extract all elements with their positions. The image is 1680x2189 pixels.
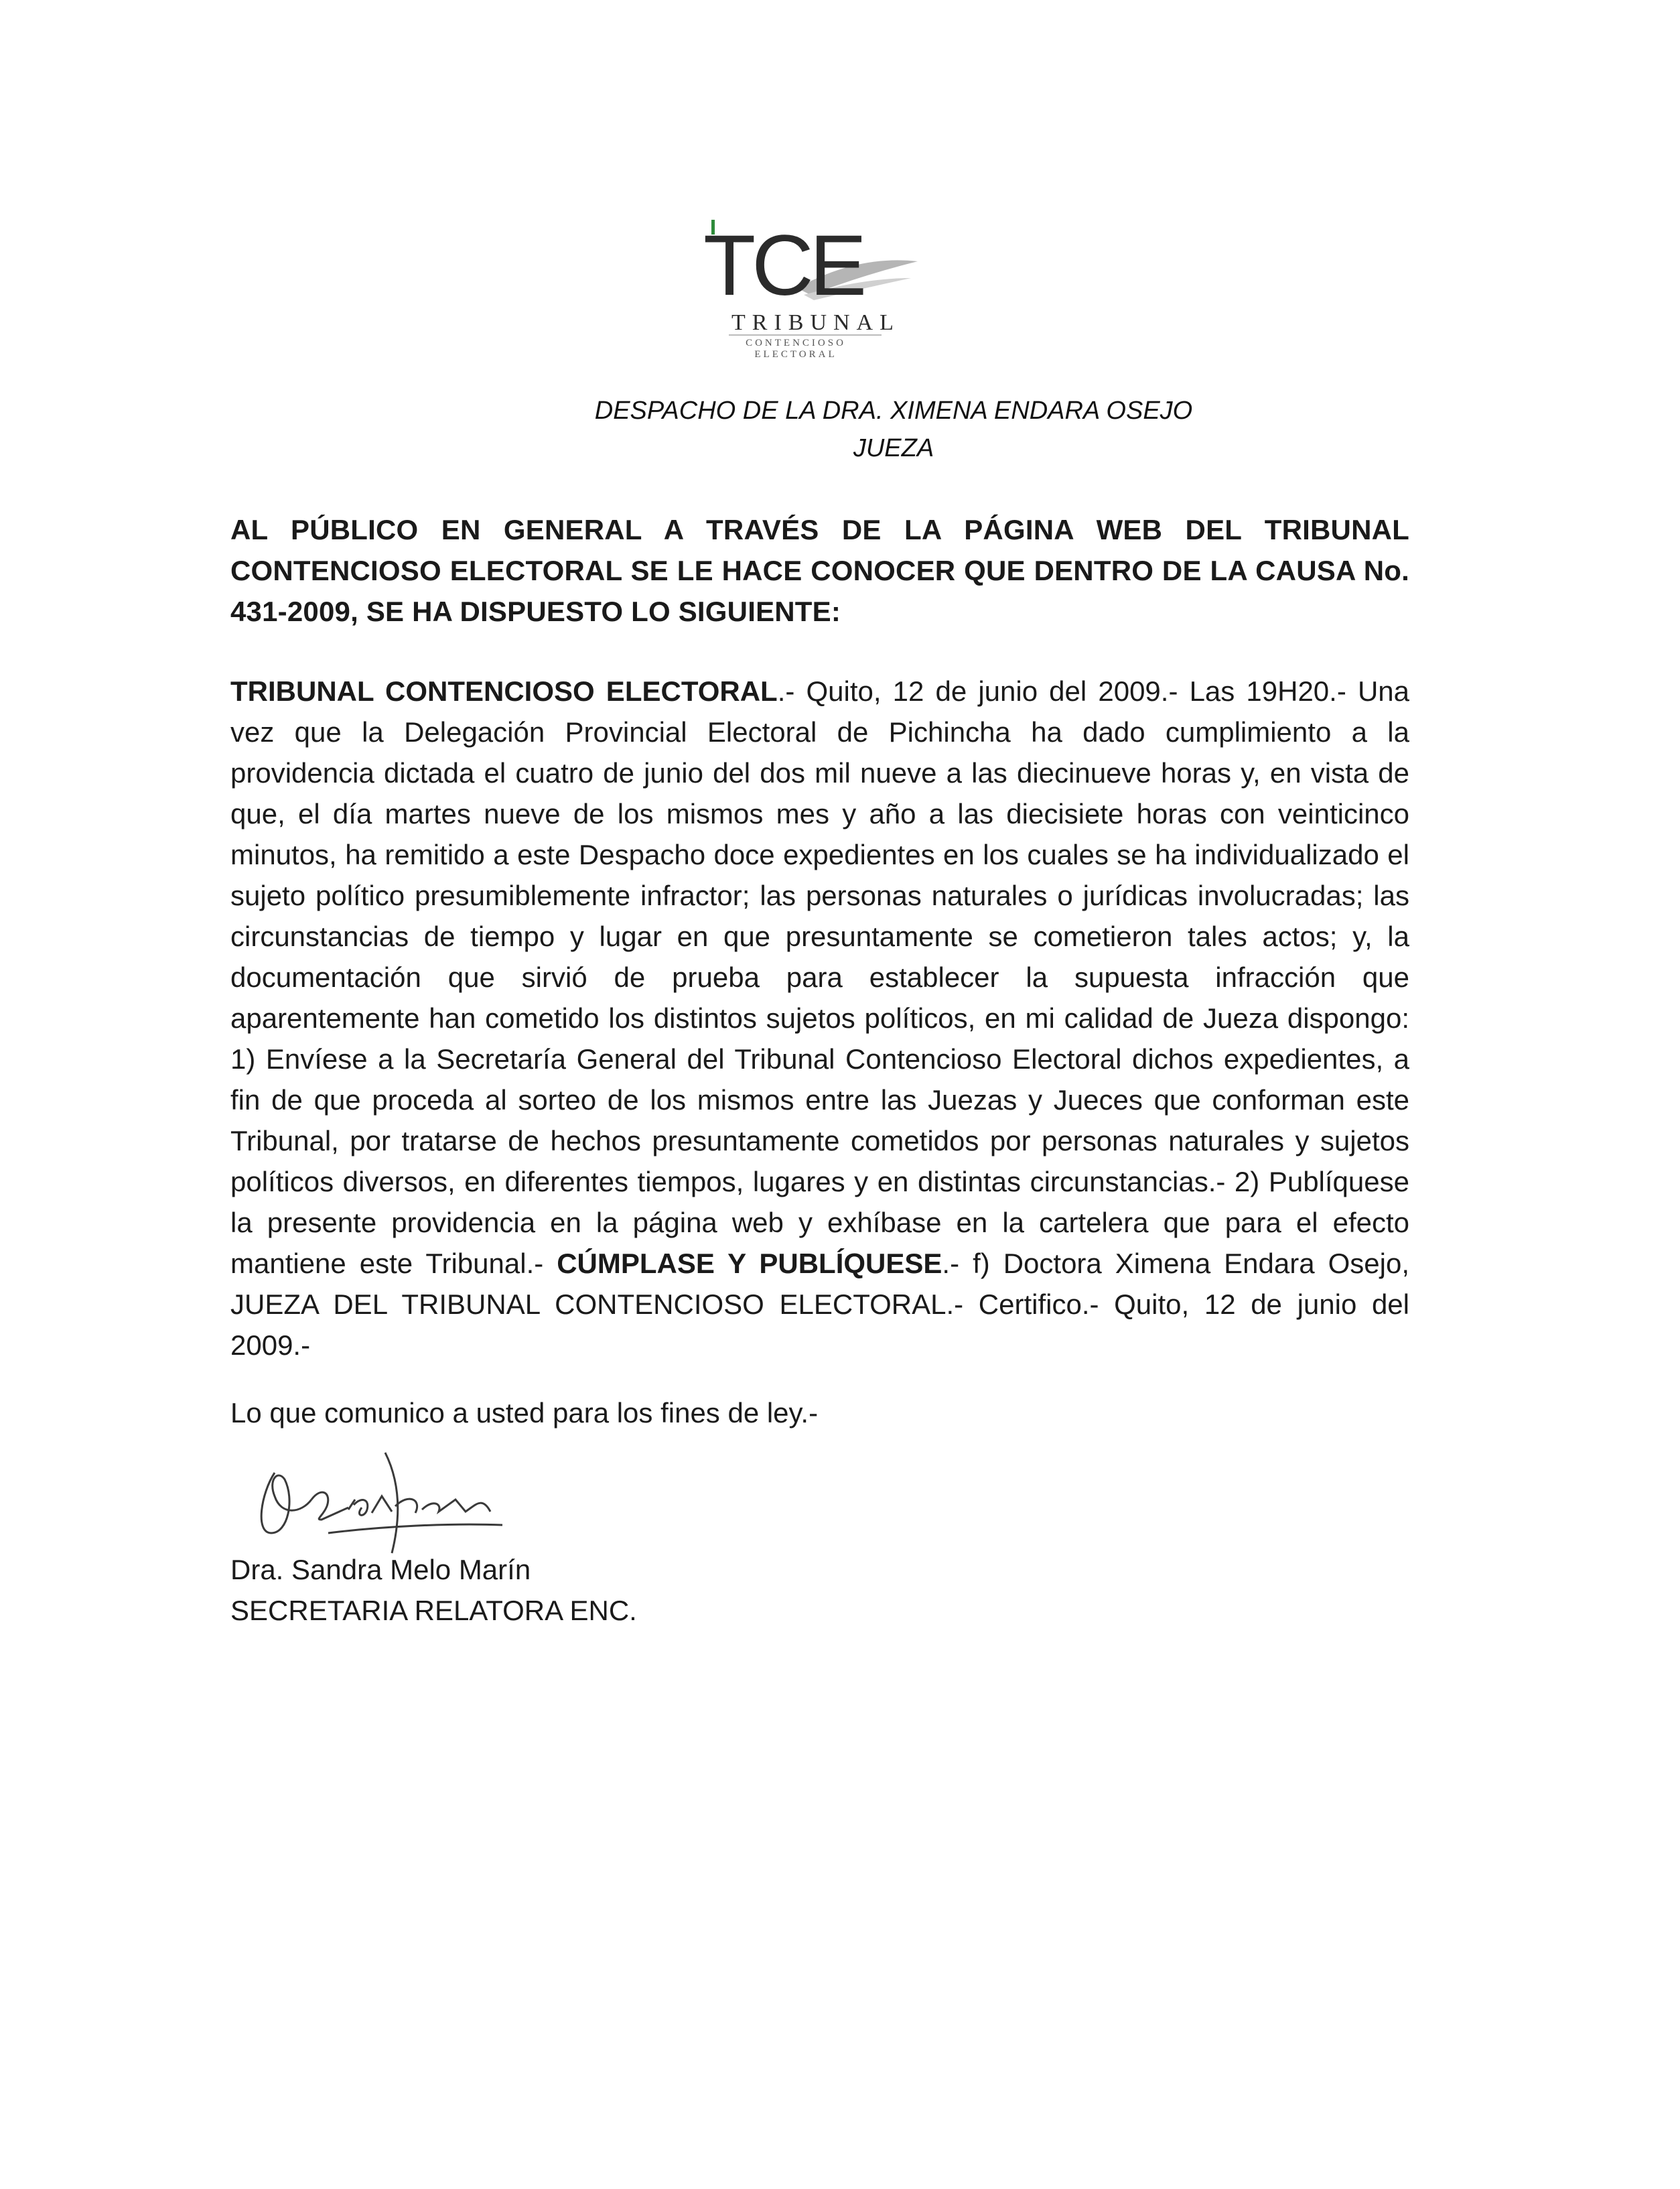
office-header: DESPACHO DE LA DRA. XIMENA ENDARA OSEJO xyxy=(594,397,1193,425)
ruling-lead: TRIBUNAL CONTENCIOSO ELECTORAL xyxy=(230,675,778,707)
office-role: JUEZA xyxy=(853,434,934,462)
ruling-text-part1: .- Quito, 12 de junio del 2009.- Las 19H20.- Una vez que la Delegación Provincial Electoral de Pichincha ha dado cumplimiento a la providencia dictada el cuatro de junio del dos mil nueve a las diecinueve horas y, en vista de que, el día martes nueve de los mismos mes y año a las diecisiete horas con veinticinco minutos, ha remitido a este Despacho doce expedientes en los cuales se ha individualizado el sujeto político presumiblemente infractor; las personas naturales o jurídicas involucradas; las circunstancias de tiempo y lugar en que presuntamente se cometieron tales actos; y, la documentación que sirvió de prueba para establecer la supuesta infracción que aparentemente han cometido los distintos sujetos políticos, en mi calidad de Jueza dispongo: 1) Envíese a la Secretaría General del Tribunal Contencioso Electoral dichos expedientes, a fin de que proceda al sorteo de los mismos entre las Juezas y Jueces que conforman este Tribunal, por tratarse de hechos presuntamente cometidos por personas naturales y sujetos políticos diversos, en diferentes tiempos, lugares y en distintas circunstancias.- 2) Publíquese la presente providencia en la página web y exhíbase en la cartelera que para el efecto mantiene este Tribunal.- xyxy=(230,675,1409,1279)
handwritten-signature xyxy=(248,1433,529,1567)
signer-name: Dra. Sandra Melo Marín xyxy=(230,1554,531,1585)
announcement-paragraph: AL PÚBLICO EN GENERAL A TRAVÉS DE LA PÁGINA WEB DEL TRIBUNAL CONTENCIOSO ELECTORAL SE LE HACE CONOCER QUE DENTRO DE LA CAUSA No. 431-2009, SE HA DISPUESTO LO SIGUIENTE: xyxy=(230,514,1409,627)
ruling-paragraph xyxy=(230,671,1409,1366)
closing-line: Lo que comunico a usted para los fines de ley.- xyxy=(230,1397,819,1429)
signer-title: SECRETARIA RELATORA ENC. xyxy=(230,1595,637,1626)
ruling-text-part2: .- f) Doctora Ximena Endara Osejo, JUEZA DEL TRIBUNAL CONTENCIOSO ELECTORAL.- Certifico.- Quito, 12 de junio del 2009.- xyxy=(230,1248,1409,1361)
logo-word: TRIBUNAL xyxy=(731,310,900,335)
logo-mark: TCE xyxy=(703,218,863,314)
logo-subword: CONTENCIOSO ELECTORAL xyxy=(746,338,846,360)
ruling-mandate: CÚMPLASE Y PUBLÍQUESE xyxy=(557,1248,942,1279)
